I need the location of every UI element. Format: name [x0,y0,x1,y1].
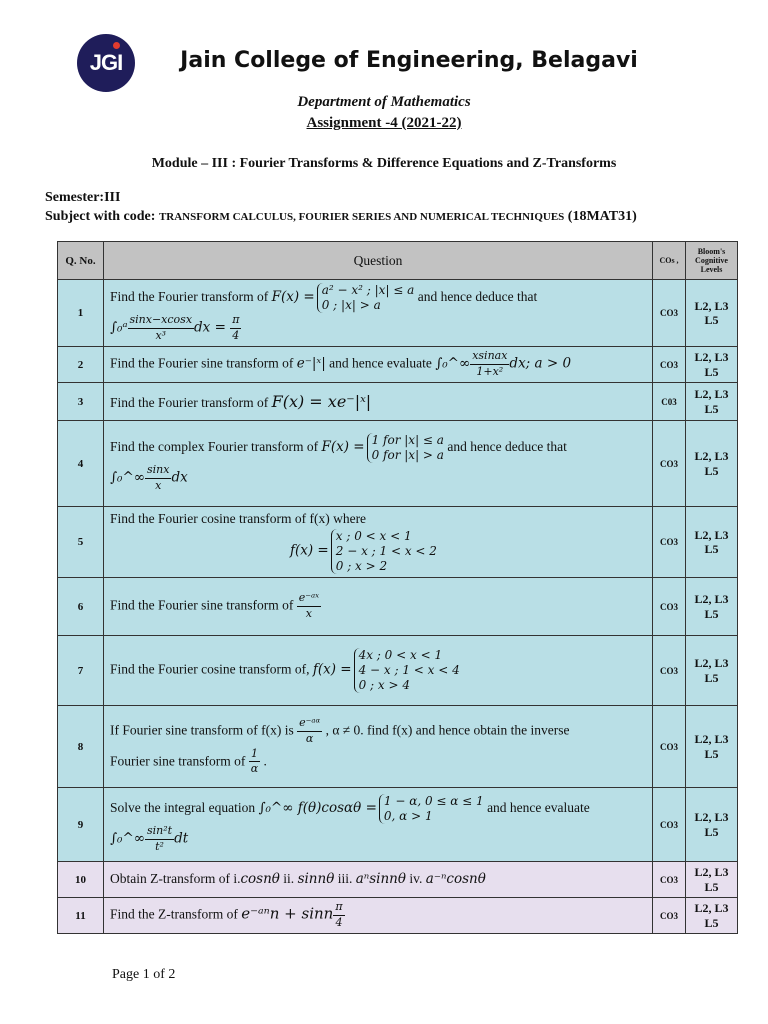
q-fraction-2 [230,313,241,344]
subject-code: (18MAT31) [564,209,637,224]
bloom-line-2: L5 [704,364,719,379]
q-cases [317,283,415,313]
q-text-b: and hence evaluate [325,355,436,371]
bloom-cell [686,507,738,578]
bloom-line-2: L5 [704,824,719,839]
question-text [104,578,653,636]
co-cell: CO3 [653,280,686,347]
q-case-1: 1 for |x| ≤ a [371,433,444,448]
bloom-line-1: L2, L3 [694,527,729,542]
co-cell: CO3 [653,706,686,788]
question-number: 3 [58,383,104,421]
module-title: Module – III : Fourier Transforms & Difference Equations and Z-Transforms [151,156,617,171]
page-number: Page 1 of 2 [112,967,176,982]
bloom-line-1: L2, L3 [694,810,729,825]
question-text [104,862,653,898]
q-frac-den: α [305,731,314,745]
q-case-2: 2 − x ; 1 < x < 2 [335,543,437,558]
assignment-label: Assignment -4 (2021-22) [306,115,462,131]
question-text [104,898,653,934]
q-case-3: 0 ; x > 2 [335,558,388,573]
table-row [58,898,738,934]
subject-label: Subject with code: [45,209,159,224]
question-text [104,507,653,578]
semester-label: Semester: [45,190,105,205]
q-text-d: . [260,752,267,768]
bloom-line-2: L5 [704,606,719,621]
question-number: 9 [58,788,104,862]
q-text-a: Find the Fourier cosine transform of f(x) where [110,511,367,527]
table-header-row [58,242,738,280]
bloom-line-2: L5 [704,915,719,930]
q-case-2: 0 for |x| > a [371,448,444,463]
q-text-b: and hence evaluate [483,800,590,816]
bloom-line-1: L2, L3 [694,865,729,880]
question-text [104,706,653,788]
bloom-line-1: L2, L3 [694,298,729,313]
co-cell: CO3 [653,862,686,898]
q-text-a: Find the complex Fourier transform of [110,439,322,455]
bloom-line-2: L5 [704,463,719,478]
q-text-b: and hence deduce that [443,439,567,455]
assignment-table [57,241,738,934]
q-text-a: Find the Fourier transform of [110,394,272,410]
semester-value: III [104,190,121,205]
assignment-title [0,115,768,132]
header-cos: COs , [653,242,686,280]
question-number: 4 [58,421,104,507]
co-cell: C03 [653,383,686,421]
question-number: 8 [58,706,104,788]
bloom-cell [686,862,738,898]
q-fraction [145,463,171,494]
question-number: 10 [58,862,104,898]
table-row [58,706,738,788]
bloom-line-2: L5 [704,313,719,327]
q-cases [379,794,484,824]
q-math-b: ∫₀ᵃ [110,319,128,336]
header-qno: Q. No. [58,242,104,280]
bloom-cell [686,898,738,934]
q-fraction-2 [249,747,260,778]
q-math-a: e⁻ᵃⁿn + sinn [241,904,334,923]
q-frac-num: sin²t [145,824,174,840]
q-frac2-den: α [250,762,259,776]
q-frac-den: x [305,607,313,620]
table-row [58,788,738,862]
q-math-b: ∫₀^∞ [110,469,146,486]
table-row [58,578,738,636]
q-case-1: 4x ; 0 < x < 1 [358,648,443,662]
bloom-line-2: L5 [704,746,719,761]
q-math-a: e⁻|ˣ| [296,355,326,372]
co-cell: CO3 [653,578,686,636]
header-bloom: Bloom's Cognitive Levels [686,242,738,280]
q-fraction [297,716,322,747]
bloom-line-1: L2, L3 [694,732,729,747]
bloom-cell [686,347,738,383]
co-cell: CO3 [653,898,686,934]
bloom-cell [686,280,738,347]
q-math-a: F(x) = [271,288,315,305]
q-text-a: Find the Fourier transform of [110,288,272,304]
q-math-c: dt [174,830,189,847]
logo-text: JGI [89,50,123,75]
q-math-a: f(x) = [312,661,352,678]
co-cell: CO3 [653,507,686,578]
semester-line [45,190,120,206]
bloom-cell [686,383,738,421]
q-fraction [333,900,344,931]
bloom-line-2: L5 [704,542,719,556]
bloom-line-1: L2, L3 [694,656,729,671]
table-row [58,383,738,421]
q-text-c: Fourier sine transform of [110,752,249,768]
q-frac-den: x [155,479,162,492]
question-text [104,383,653,421]
question-number: 5 [58,507,104,578]
co-cell: CO3 [653,347,686,383]
q-math-a: cosnθ [240,871,280,888]
q-math-b: ∫₀^∞ [435,355,471,372]
q-math-a: F(x) = xe⁻|ˣ| [271,391,372,411]
q-cases [331,529,437,574]
bloom-line-2: L5 [704,670,719,685]
q-text-a: Find the Z-transform of [110,906,242,922]
q-frac-den: x³ [155,328,167,342]
q-text-b: ii. [279,871,298,887]
question-number: 7 [58,636,104,706]
q-math-c: aⁿsinnθ [355,871,407,888]
table-row [58,421,738,507]
bloom-cell [686,636,738,706]
q-fraction [297,591,321,622]
q-case-1: 1 − α, 0 ≤ α ≤ 1 [383,794,484,809]
q-case-1: a² − x² ; |x| ≤ a [321,282,415,297]
q-frac-den: t² [155,840,164,853]
q-case-1: x ; 0 < x < 1 [335,528,412,543]
question-number: 1 [58,280,104,347]
q-frac-num: e⁻ᵃˣ [297,591,321,607]
table-row [58,347,738,383]
subject-name: TRANSFORM CALCULUS, FOURIER SERIES AND NUMERICAL TECHNIQUES [158,211,565,223]
q-math-c: dx = [194,319,231,336]
q-math-c: dx [171,469,188,486]
q-math-a: f(x) = [290,542,329,559]
q-frac2-num: π [230,313,241,329]
bloom-cell [686,706,738,788]
q-math-a: ∫₀^∞ f(θ)cosαθ = [258,800,377,817]
bloom-cell [686,421,738,507]
q-cases [354,648,460,693]
question-text [104,636,653,706]
q-case-2: 0 ; |x| > a [321,297,381,312]
co-cell: CO3 [653,421,686,507]
q-fraction [128,313,195,344]
question-text [104,347,653,383]
bloom-line-1: L2, L3 [694,387,729,402]
subject-line [45,209,637,225]
q-text-a: Solve the integral equation [110,800,259,816]
q-text-b: and hence deduce that [414,288,538,304]
co-cell: CO3 [653,788,686,862]
q-math-a: F(x) = [321,439,365,456]
question-text [104,280,653,347]
q-text-a: Find the Fourier cosine transform of, [110,661,313,677]
q-fraction [145,824,174,855]
table-row [58,507,738,578]
bloom-line-1: L2, L3 [694,449,729,464]
q-text-a: Obtain Z-transform of i. [110,871,241,887]
question-number: 2 [58,347,104,383]
q-math-c: dx; a > 0 [509,355,572,372]
q-fraction [470,349,509,380]
header-question: Question [104,242,653,280]
question-number: 6 [58,578,104,636]
q-math-b: ∫₀^∞ [110,830,146,847]
bloom-line-1: L2, L3 [694,901,729,916]
co-cell: CO3 [653,636,686,706]
q-frac-den: 1+x² [476,365,504,378]
bloom-line-1: L2, L3 [694,592,729,607]
q-text-a: If Fourier sine transform of f(x) is [110,722,298,738]
q-frac-num: sinx−xcosx [128,313,195,329]
q-text-d: iv. [406,871,426,887]
department-name: Department of Mathematics [297,94,471,110]
question-number: 11 [58,898,104,934]
table-row [58,280,738,347]
question-text [104,421,653,507]
q-math-b: sinnθ [297,871,335,888]
q-cases [367,433,444,463]
bloom-cell [686,788,738,862]
q-frac-num: sinx [145,463,171,479]
bloom-cell [686,578,738,636]
table-row [58,636,738,706]
q-frac2-den: 4 [232,328,240,342]
q-case-3: 0 ; x > 4 [358,678,410,692]
question-text [104,788,653,862]
q-math-d: a⁻ⁿcosnθ [425,871,486,888]
table-row [58,862,738,898]
q-frac-num: π [333,900,344,916]
q-frac-num: xsinax [470,349,509,365]
q-text-a: Find the Fourier sine transform of [110,597,297,613]
bloom-line-2: L5 [704,879,719,894]
q-frac-num: e⁻ᵃᵅ [297,716,322,732]
bloom-line-2: L5 [704,401,719,416]
q-frac-den: 4 [335,916,343,929]
q-frac2-num: 1 [249,747,260,763]
q-text-a: Find the Fourier sine transform of [110,355,297,371]
college-name: Jain College of Engineering, Belagavi [180,48,638,73]
q-text-c: iii. [334,871,356,887]
bloom-line-1: L2, L3 [694,350,729,365]
q-case-2: 4 − x ; 1 < x < 4 [358,663,460,677]
q-text-b: , α ≠ 0. find f(x) and hence obtain the inverse [322,722,570,738]
q-case-2: 0, α > 1 [383,809,433,824]
